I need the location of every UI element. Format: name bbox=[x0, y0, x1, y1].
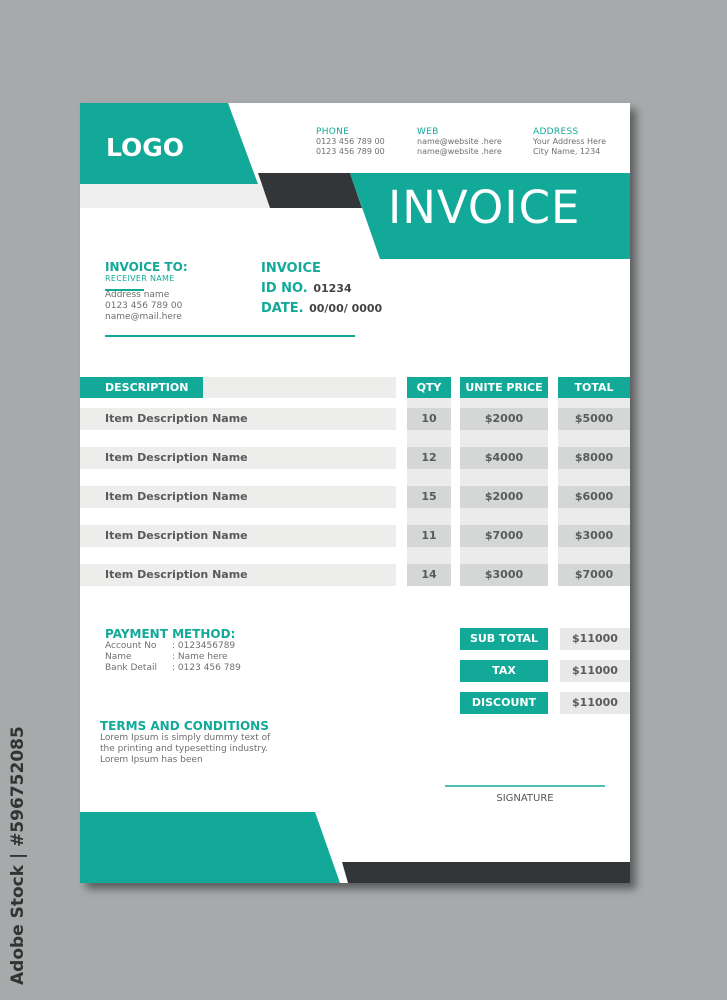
invoice-title: INVOICE bbox=[388, 181, 581, 234]
cell-price: $7000 bbox=[460, 525, 548, 547]
payment-key: Bank Detail bbox=[105, 663, 157, 673]
header-qty: QTY bbox=[407, 377, 451, 398]
payment-key: Account No bbox=[105, 641, 157, 651]
cell-desc: Item Description Name bbox=[80, 564, 396, 586]
grey-band bbox=[80, 184, 270, 208]
cell-price: $2000 bbox=[460, 408, 548, 430]
terms bbox=[100, 719, 270, 766]
terms-line: Lorem Ipsum has been bbox=[100, 755, 203, 765]
receiver-phone: 0123 456 789 00 bbox=[105, 301, 183, 311]
stock-id-text: Adobe Stock | #596752085 bbox=[8, 726, 28, 985]
web-block bbox=[417, 127, 502, 157]
payment-key: Name bbox=[105, 652, 132, 662]
summary-label: SUB TOTAL bbox=[460, 628, 548, 650]
receiver-email: name@mail.here bbox=[105, 312, 182, 322]
bill-to bbox=[105, 260, 188, 323]
terms-heading: TERMS AND CONDITIONS bbox=[100, 719, 269, 733]
cell-total: $3000 bbox=[558, 525, 630, 547]
cell-total: $7000 bbox=[558, 564, 630, 586]
bill-to-heading: INVOICE TO: bbox=[105, 260, 188, 274]
payment-row bbox=[105, 652, 241, 663]
cell-total: $6000 bbox=[558, 486, 630, 508]
address-line: City Name, 1234 bbox=[533, 147, 601, 156]
address-block bbox=[533, 127, 606, 157]
summary-value: $11000 bbox=[560, 628, 630, 650]
cell-price: $3000 bbox=[460, 564, 548, 586]
id-label: ID NO. bbox=[261, 281, 308, 296]
footer-teal bbox=[80, 812, 340, 883]
terms-line: the printing and typesetting industry. bbox=[100, 744, 268, 754]
invoice-page bbox=[80, 103, 630, 883]
cell-price: $4000 bbox=[460, 447, 548, 469]
cell-qty: 11 bbox=[407, 525, 451, 547]
phone-block bbox=[316, 127, 385, 157]
payment-heading: PAYMENT METHOD: bbox=[105, 627, 236, 641]
dark-band bbox=[258, 173, 362, 208]
invoice-info bbox=[261, 260, 382, 318]
cell-price: $2000 bbox=[460, 486, 548, 508]
terms-line: Lorem Ipsum is simply dummy text of bbox=[100, 733, 271, 743]
address-name: Address name bbox=[105, 290, 170, 300]
summary-value: $11000 bbox=[560, 692, 630, 714]
cell-desc: Item Description Name bbox=[80, 525, 396, 547]
date-value: 00/00/ 0000 bbox=[309, 302, 383, 315]
id-value: 01234 bbox=[313, 282, 352, 295]
date-label: DATE. bbox=[261, 301, 304, 316]
logo: LOGO bbox=[106, 133, 185, 162]
payment-method bbox=[105, 627, 241, 674]
payment-value: : 0123 456 789 bbox=[172, 663, 241, 673]
phone-line: 0123 456 789 00 bbox=[316, 147, 385, 156]
receiver-name: RECEIVER NAME bbox=[105, 274, 175, 283]
web-line: name@website .here bbox=[417, 147, 502, 156]
cell-qty: 12 bbox=[407, 447, 451, 469]
summary-label: TAX bbox=[460, 660, 548, 682]
header-unit-price: UNITE PRICE bbox=[460, 377, 548, 398]
phone-line: 0123 456 789 00 bbox=[316, 137, 385, 146]
payment-value: : 0123456789 bbox=[172, 641, 236, 651]
summary-label: DISCOUNT bbox=[460, 692, 548, 714]
signature-label: SIGNATURE bbox=[496, 793, 554, 804]
footer-dark bbox=[342, 862, 630, 883]
web-line: name@website .here bbox=[417, 137, 502, 146]
cell-qty: 15 bbox=[407, 486, 451, 508]
cell-total: $8000 bbox=[558, 447, 630, 469]
header-description: DESCRIPTION bbox=[80, 377, 203, 398]
address-label: ADDRESS bbox=[533, 127, 579, 137]
header-total: TOTAL bbox=[558, 377, 630, 398]
cell-total: $5000 bbox=[558, 408, 630, 430]
phone-label: PHONE bbox=[316, 127, 350, 137]
invoice-info-heading: INVOICE bbox=[261, 261, 321, 276]
payment-row bbox=[105, 641, 241, 652]
payment-row bbox=[105, 663, 241, 674]
cell-qty: 14 bbox=[407, 564, 451, 586]
web-label: WEB bbox=[417, 127, 439, 137]
summary-value: $11000 bbox=[560, 660, 630, 682]
cell-qty: 10 bbox=[407, 408, 451, 430]
cell-desc: Item Description Name bbox=[80, 447, 396, 469]
payment-value: : Name here bbox=[172, 652, 228, 662]
address-line: Your Address Here bbox=[533, 137, 606, 146]
cell-desc: Item Description Name bbox=[80, 408, 396, 430]
cell-desc: Item Description Name bbox=[80, 486, 396, 508]
